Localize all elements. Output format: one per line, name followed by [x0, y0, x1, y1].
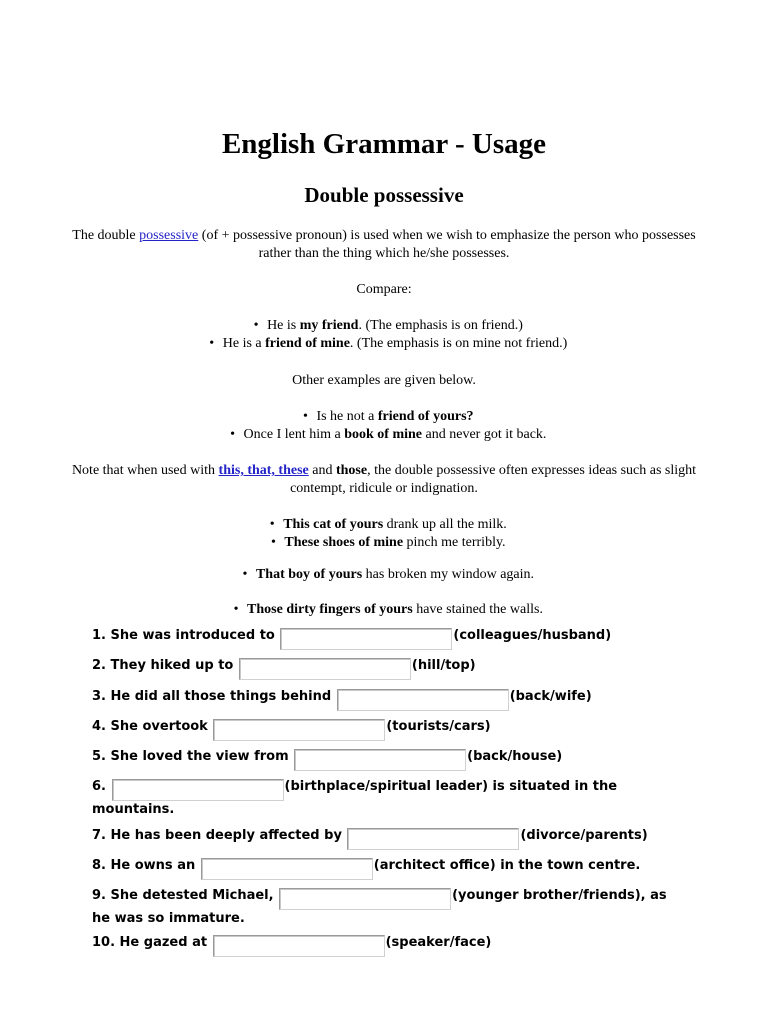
- note-paragraph: [0, 462, 768, 498]
- bullet-icon: •: [242, 567, 248, 582]
- answer-input-2[interactable]: [239, 658, 411, 680]
- bullet-icon: •: [302, 409, 308, 424]
- answer-input-10[interactable]: [213, 935, 385, 957]
- page-title: English Grammar - Usage: [221, 128, 547, 160]
- exercise-item-2: 2. They hiked up to (hill/top): [92, 657, 672, 680]
- answer-input-3[interactable]: [337, 689, 509, 711]
- answer-input-1[interactable]: [280, 628, 452, 650]
- exercise-item-6: 6. (birthplace/spiritual leader) is situated in the mountains.: [92, 779, 618, 817]
- answer-input-6[interactable]: [112, 779, 284, 801]
- intro-line-2: rather than the thing which he/she possesses.: [258, 246, 510, 261]
- section-heading: Double possessive: [304, 183, 464, 207]
- answer-input-4[interactable]: [213, 719, 385, 741]
- bullet-icon: •: [209, 336, 215, 351]
- list-item: • He is a friend of mine. (The emphasis is on mine not friend.): [0, 335, 768, 353]
- this-that-these-link[interactable]: this, that, these: [218, 463, 309, 478]
- compare-label: Compare:: [356, 282, 412, 297]
- bullet-icon: •: [270, 535, 276, 550]
- list-item: • This cat of yours drank up all the milk.: [0, 516, 768, 534]
- answer-input-7[interactable]: [347, 828, 519, 850]
- bullet-icon: •: [233, 602, 239, 617]
- bullet-icon: •: [253, 318, 259, 333]
- list-item: • Those dirty fingers of yours have stained the walls.: [0, 601, 768, 619]
- exercise-item-10: 10. He gazed at (speaker/face): [92, 934, 672, 957]
- other-examples-label: Other examples are given below.: [292, 373, 476, 388]
- exercise-item-1: 1. She was introduced to (colleagues/husband): [92, 627, 672, 650]
- answer-input-9[interactable]: [279, 888, 451, 910]
- bullet-icon: •: [230, 427, 235, 442]
- answer-input-8[interactable]: [201, 858, 373, 880]
- exercise-item-4: 4. She overtook (tourists/cars): [92, 718, 672, 741]
- exercise-item-8: 8. He owns an (architect office) in the town centre.: [92, 857, 672, 880]
- list-item: • Once I lent him a book of mine and never got it back.: [0, 426, 768, 444]
- bullet-icon: •: [269, 517, 275, 532]
- note-line-2: contempt, ridicule or indignation.: [290, 481, 478, 496]
- answer-input-5[interactable]: [294, 749, 466, 771]
- intro-line-1: The double possessive (of + possessive pronoun) is used when we wish to emphasize the person who possesses: [72, 228, 696, 243]
- exercise-item-3: 3. He did all those things behind (back/wife): [92, 688, 672, 711]
- note-line-1: Note that when used with this, that, these and those, the double possessive often expresses ideas such as slight: [71, 463, 697, 478]
- list-item: • He is my friend. (The emphasis is on friend.): [0, 317, 768, 335]
- exercise-item-5: 5. She loved the view from (back/house): [92, 748, 672, 771]
- possessive-link[interactable]: possessive: [139, 228, 199, 243]
- list-item: • These shoes of mine pinch me terribly.: [0, 534, 768, 552]
- intro-paragraph: [0, 227, 768, 263]
- list-item: • Is he not a friend of yours?: [0, 408, 768, 426]
- list-item: • That boy of yours has broken my window again.: [0, 566, 768, 584]
- exercise-item-7: 7. He has been deeply affected by (divorce/parents): [92, 827, 672, 850]
- exercise-item-9: 9. She detested Michael, (younger brother/friends), as he was so immature.: [92, 888, 667, 926]
